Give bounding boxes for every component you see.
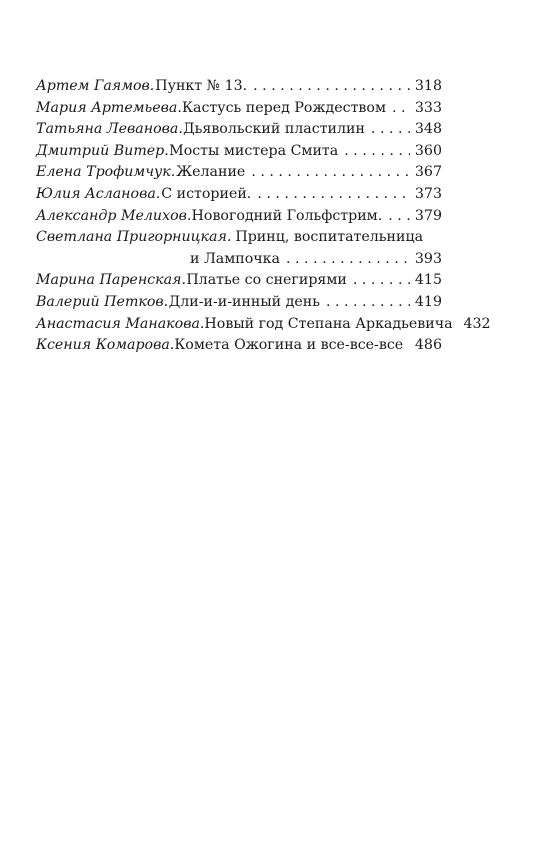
- toc-entry[interactable]: [36, 314, 491, 336]
- entry-author: Анастасия Манакова.: [36, 315, 205, 332]
- entry-page-number: 393: [414, 250, 442, 267]
- entry-author: Юлия Асланова.: [36, 185, 161, 202]
- entry-page-number: 379: [414, 207, 442, 224]
- toc-entry[interactable]: [36, 184, 442, 206]
- entry-title: Новый год Степана Аркадьевича: [204, 315, 453, 332]
- entry-title: Мосты мистера Смита: [169, 142, 339, 159]
- entry-title: Желание: [176, 164, 246, 181]
- entry-author: Татьяна Леванова.: [36, 121, 183, 138]
- entry-page-number: 318: [414, 78, 442, 94]
- entry-title: С историей.: [161, 185, 252, 202]
- toc-entry[interactable]: [36, 119, 442, 141]
- dot-leader: [388, 206, 410, 228]
- dot-leader: [409, 335, 410, 357]
- dot-leader: [326, 292, 410, 314]
- entry-title: Комета Ожогина и все-все-все: [174, 337, 404, 354]
- toc-entry-continuation[interactable]: [36, 249, 442, 271]
- entry-title: Принц, воспитательница: [235, 229, 424, 246]
- entry-author: Марина Паренская.: [36, 272, 186, 289]
- toc-entry[interactable]: [36, 335, 442, 357]
- entry-page-number: 360: [414, 142, 442, 159]
- entry-author: Валерий Петков.: [36, 293, 169, 310]
- entry-page-number: 333: [414, 99, 442, 116]
- entry-title: Пункт № 13.: [155, 78, 248, 94]
- entry-author: Дмитрий Витер.: [36, 142, 169, 159]
- toc-entry[interactable]: [36, 206, 442, 228]
- entry-title: Кастусь перед Рождеством: [182, 99, 386, 116]
- entry-page-number: 415: [414, 272, 442, 289]
- dot-leader: [353, 270, 410, 292]
- dot-leader: [253, 76, 410, 98]
- entry-title: Платье со снегирями: [186, 272, 347, 289]
- dot-leader: [371, 119, 410, 141]
- toc-entry[interactable]: [36, 292, 442, 314]
- toc-entry[interactable]: [36, 227, 442, 249]
- dot-leader: [392, 98, 410, 120]
- toc-entry[interactable]: [36, 141, 442, 163]
- entry-author: Александр Мелихов.: [36, 207, 192, 224]
- dot-leader: [344, 141, 410, 163]
- dot-leader: [257, 184, 410, 206]
- entry-author: Светлана Пригорницкая.: [36, 229, 232, 246]
- entry-page-number: 373: [414, 185, 442, 202]
- entry-title: Новогодний Гольфстрим.: [191, 207, 383, 224]
- entry-author: Мария Артемьева.: [36, 99, 182, 116]
- entry-author: Елена Трофимчук.: [36, 164, 176, 181]
- dot-leader: [286, 249, 410, 271]
- entry-page-number: 432: [463, 315, 491, 332]
- dot-leader: [251, 162, 410, 184]
- toc-entry[interactable]: [36, 162, 442, 184]
- toc-entry[interactable]: [36, 76, 442, 98]
- entry-title: Дьявольский пластилин: [183, 121, 365, 138]
- toc-entry[interactable]: [36, 98, 442, 120]
- entry-title: Дли-и-и-инный день: [168, 293, 320, 310]
- entry-page-number: 419: [414, 293, 442, 310]
- entry-author: Артем Гаямов.: [36, 78, 155, 94]
- toc-entry[interactable]: [36, 270, 442, 292]
- entry-title-continuation: и Лампочка: [190, 250, 281, 267]
- entry-page-number: 367: [414, 164, 442, 181]
- entry-page-number: 348: [414, 121, 442, 138]
- entry-author: Ксения Комарова.: [36, 337, 175, 354]
- table-of-contents: [36, 76, 491, 357]
- entry-page-number: 486: [414, 337, 442, 354]
